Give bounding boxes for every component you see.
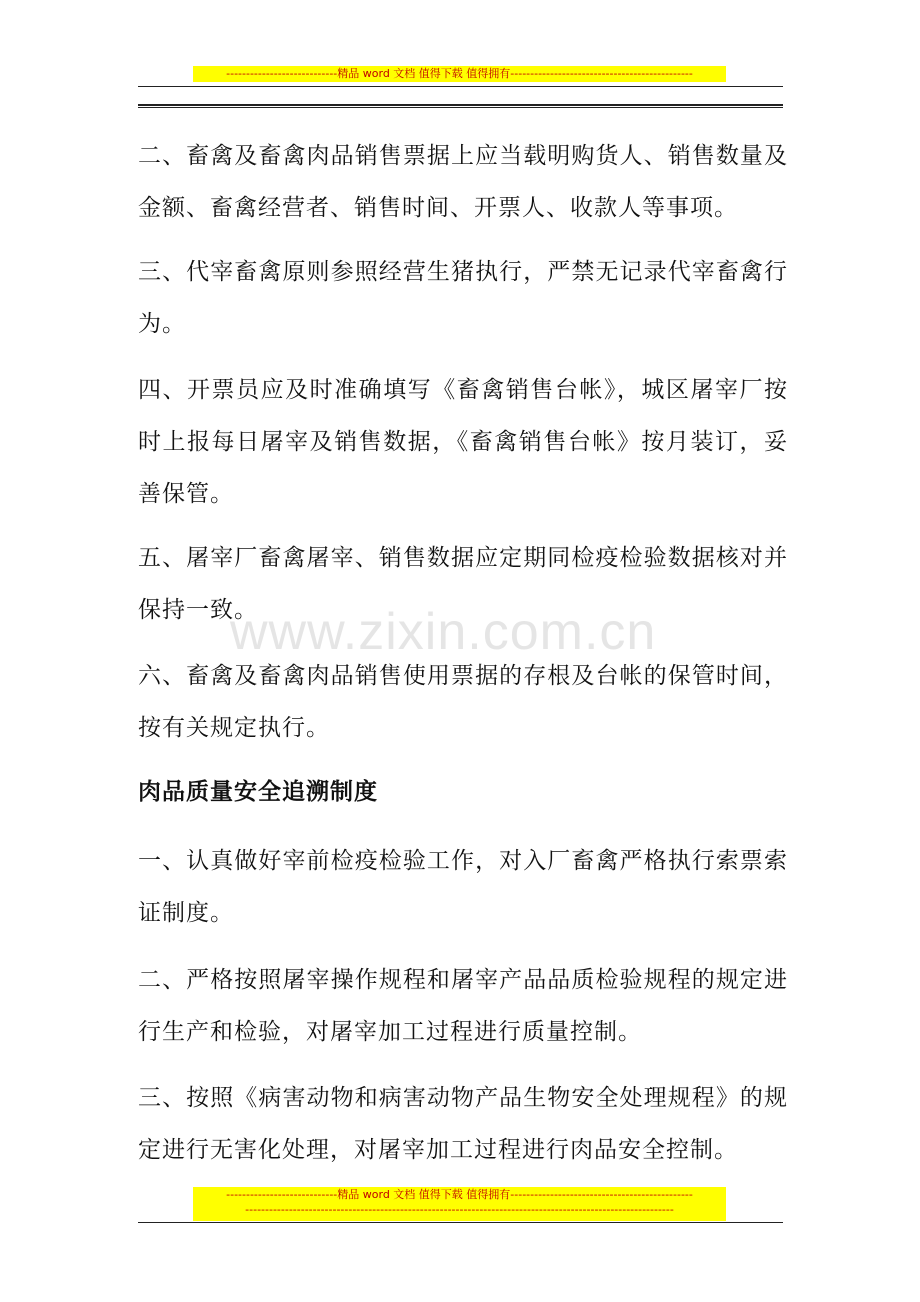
footer-banner-line-2: ------------------------------------------------------------------------------------------------------------ xyxy=(245,1203,674,1216)
header-rule xyxy=(138,86,783,87)
paragraph-6: 六、畜禽及畜禽肉品销售使用票据的存根及台帐的保管时间，按有关规定执行。 xyxy=(138,663,788,741)
section-heading: 肉品质量安全追溯制度 xyxy=(138,779,378,805)
section-item-3: 三、按照《病害动物和病害动物产品生物安全处理规程》的规定进行无害化处理，对屠宰加工过程进行肉品安全控制。 xyxy=(138,1085,788,1163)
paragraph-4: 四、开票员应及时准确填写《畜禽销售台帐》，城区屠宰厂按时上报每日屠宰及销售数据，《畜禽销售台帐》按月装订，妥善保管。 xyxy=(138,377,788,507)
header-double-rule-thin xyxy=(138,107,783,108)
section-item-2: 二、严格按照屠宰操作规程和屠宰产品品质检验规程的规定进行生产和检验，对屠宰加工过程进行质量控制。 xyxy=(138,967,788,1045)
footer-rule xyxy=(138,1222,783,1223)
footer-banner xyxy=(193,1187,726,1221)
section-item-1: 一、认真做好宰前检疫检验工作，对入厂畜禽严格执行索票索证制度。 xyxy=(138,848,788,926)
paragraph-3: 三、代宰畜禽原则参照经营生猪执行，严禁无记录代宰畜禽行为。 xyxy=(138,259,788,337)
header-double-rule xyxy=(138,104,783,106)
footer-banner-line-1: ----------------------------精品 word 文档 值得下载 值得拥有---------------------------------------------- xyxy=(226,1188,693,1201)
paragraph-5: 五、屠宰厂畜禽屠宰、销售数据应定期同检疫检验数据核对并保持一致。 xyxy=(138,545,788,623)
watermark: www.zixin.com.cn xyxy=(230,603,657,661)
header-banner: ----------------------------精品 word 文档 值得下载 值得拥有---------------------------------------------- xyxy=(193,66,726,82)
paragraph-2: 二、畜禽及畜禽肉品销售票据上应当载明购货人、销售数量及金额、畜禽经营者、销售时间、开票人、收款人等事项。 xyxy=(138,143,788,221)
